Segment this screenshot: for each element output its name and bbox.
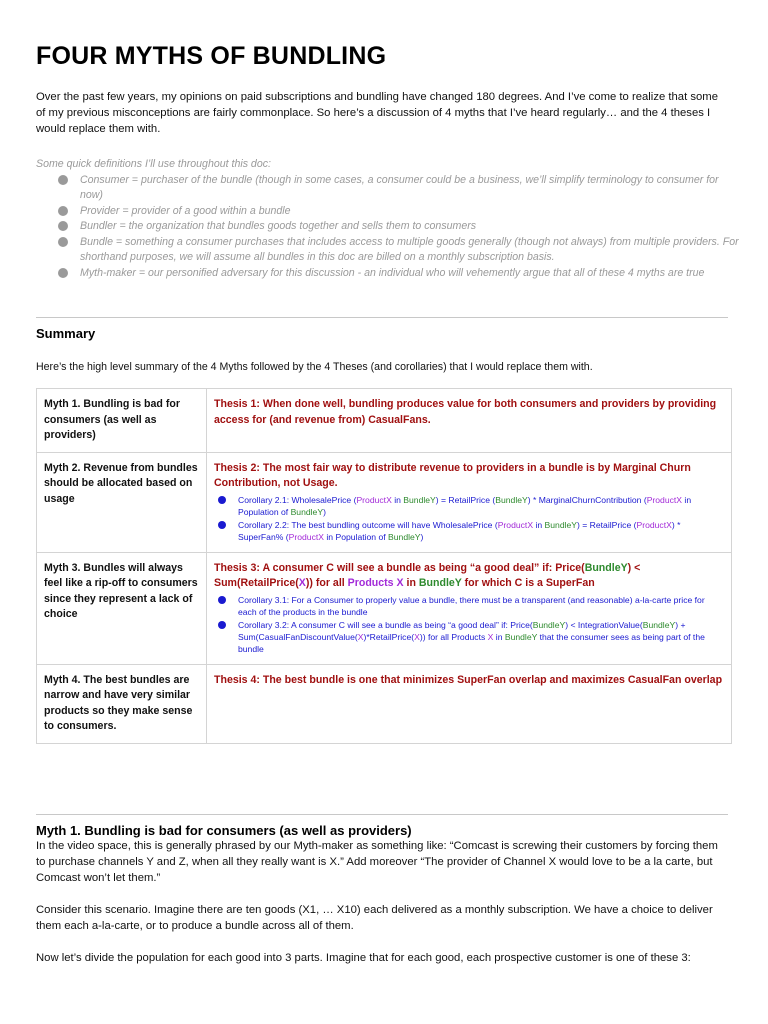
corollary-list xyxy=(214,494,724,543)
table-row xyxy=(37,452,732,552)
document-title: FOUR MYTHS OF BUNDLING xyxy=(36,42,387,70)
section-divider xyxy=(36,317,728,318)
definition-item: Bundler = the organization that bundles goods together and sells them to consumers xyxy=(58,219,740,235)
summary-lead: Here’s the high level summary of the 4 Myths followed by the 4 Theses (and corollaries) that I would replace them with. xyxy=(36,361,593,373)
bullet-icon xyxy=(218,521,226,529)
corollary-item: Corollary 2.1: WholesalePrice (ProductX in BundleY) = RetailPrice (BundleY) * MarginalChurnContribution (ProductX in Population of BundleY) xyxy=(214,494,724,518)
thesis-cell: Thesis 3: A consumer C will see a bundle as being “a good deal” if: Price(BundleY) < Sum(RetailPrice(X)) for all Products X in BundleY for which C is a SuperFan Corollary 3.1: For a Consumer to properly value a bundle, there must be a transparent (and reasonable) a-la-carte price for each of the products in the bundle Corollary 3.2: A consumer C will see a bundle as being “a good deal” if: Price(BundleY) < IntegrationValue(BundleY) + Sum(CasualFanDiscountValue(X)*RetailPrice(X)) for all Products X in BundleY that the consumer sees as being part of the bundle xyxy=(207,552,732,664)
thesis-cell: Thesis 4: The best bundle is one that minimizes SuperFan overlap and maximizes CasualFan overlap xyxy=(207,664,732,743)
myth-cell: Myth 3. Bundles will always feel like a rip-off to consumers since they represent a lack of choice xyxy=(37,552,207,664)
intro-paragraph: Over the past few years, my opinions on paid subscriptions and bundling have changed 180 degrees. And I’ve come to realize that some of my previous misconceptions are fairly commonplace. So here’s a discussion of 4 myths that I’ve heard regularly… and the 4 theses I would replace them with. xyxy=(36,91,718,135)
body-paragraph: Now let’s divide the population for each good into 3 parts. Imagine that for each good, each prospective customer is one of these 3: xyxy=(36,951,691,964)
body-paragraph: Consider this scenario. Imagine there are ten goods (X1, … X10) each delivered as a monthly subscription. We have a choice to deliver them each a-la-carte, or to produce a bundle across all of them. xyxy=(36,903,713,932)
table-row xyxy=(37,389,732,453)
corollary-item: Corollary 3.2: A consumer C will see a bundle as being “a good deal” if: Price(BundleY) < IntegrationValue(BundleY) + Sum(CasualFanDiscountValue(X)*RetailPrice(X)) for all Products X in BundleY that the consumer sees as being part of the bundle xyxy=(214,619,724,655)
section-divider xyxy=(36,814,728,815)
definitions-list xyxy=(36,173,739,282)
definition-item: Consumer = purchaser of the bundle (though in some cases, a consumer could be a business, we’ll simplify terminology to consumer for now) xyxy=(58,173,740,204)
summary-heading: Summary xyxy=(36,326,96,341)
myth-cell: Myth 2. Revenue from bundles should be allocated based on usage xyxy=(37,452,207,552)
bullet-icon xyxy=(218,496,226,504)
bullet-icon xyxy=(218,596,226,604)
definition-item: Myth-maker = our personified adversary for this discussion - an individual who will vehemently argue that all of these 4 myths are true xyxy=(58,266,740,282)
definitions-block xyxy=(36,157,739,281)
corollary-item: Corollary 2.2: The best bundling outcome will have WholesalePrice (ProductX in BundleY) = RetailPrice (ProductX) * SuperFan% (ProductX in Population of BundleY) xyxy=(214,519,724,543)
table-row xyxy=(37,664,732,743)
myth-cell: Myth 1. Bundling is bad for consumers (as well as providers) xyxy=(37,389,207,453)
bullet-icon xyxy=(218,621,226,629)
thesis-cell: Thesis 2: The most fair way to distribute revenue to providers in a bundle is by Marginal Churn Contribution, not Usage. Corollary 2.1: WholesalePrice (ProductX in BundleY) = RetailPrice (BundleY) * MarginalChurnContribution (ProductX in Population of BundleY) Corollary 2.2: The best bundling outcome will have WholesalePrice (ProductX in BundleY) = RetailPrice (ProductX) * SuperFan% (ProductX in Population of BundleY) xyxy=(207,452,732,552)
bullet-icon xyxy=(58,237,68,247)
corollary-list xyxy=(214,594,724,655)
definitions-label: Some quick definitions I’ll use throughout this doc: xyxy=(36,158,271,170)
bullet-icon xyxy=(58,221,68,231)
body-paragraph: In the video space, this is generally phrased by our Myth-maker as something like: “Comcast is screwing their customers by forcing them to purchase channels Y and Z, when all they really want is X.” Add moreover “The provider of Channel X would love to be a la carte, but Comcast won’t let them.” xyxy=(36,839,718,884)
myth-cell: Myth 4. The best bundles are narrow and have very similar products so they make sense to consumers. xyxy=(37,664,207,743)
thesis-cell: Thesis 1: When done well, bundling produces value for both consumers and providers by providing access for (and revenue from) CasualFans. xyxy=(207,389,732,453)
bullet-icon xyxy=(58,175,68,185)
corollary-item: Corollary 3.1: For a Consumer to properly value a bundle, there must be a transparent (and reasonable) a-la-carte price for each of the products in the bundle xyxy=(214,594,724,618)
bullet-icon xyxy=(58,268,68,278)
bullet-icon xyxy=(58,206,68,216)
definition-item: Bundle = something a consumer purchases that includes access to multiple goods generally (though not always) from multiple providers. For shorthand purposes, we will assume all bundles in this doc are billed on a monthly subscription basis. xyxy=(58,235,740,266)
table-row xyxy=(37,552,732,664)
definition-item: Provider = provider of a good within a bundle xyxy=(58,204,740,220)
myths-table xyxy=(36,388,732,744)
myth1-heading: Myth 1. Bundling is bad for consumers (as well as providers) xyxy=(36,822,412,838)
